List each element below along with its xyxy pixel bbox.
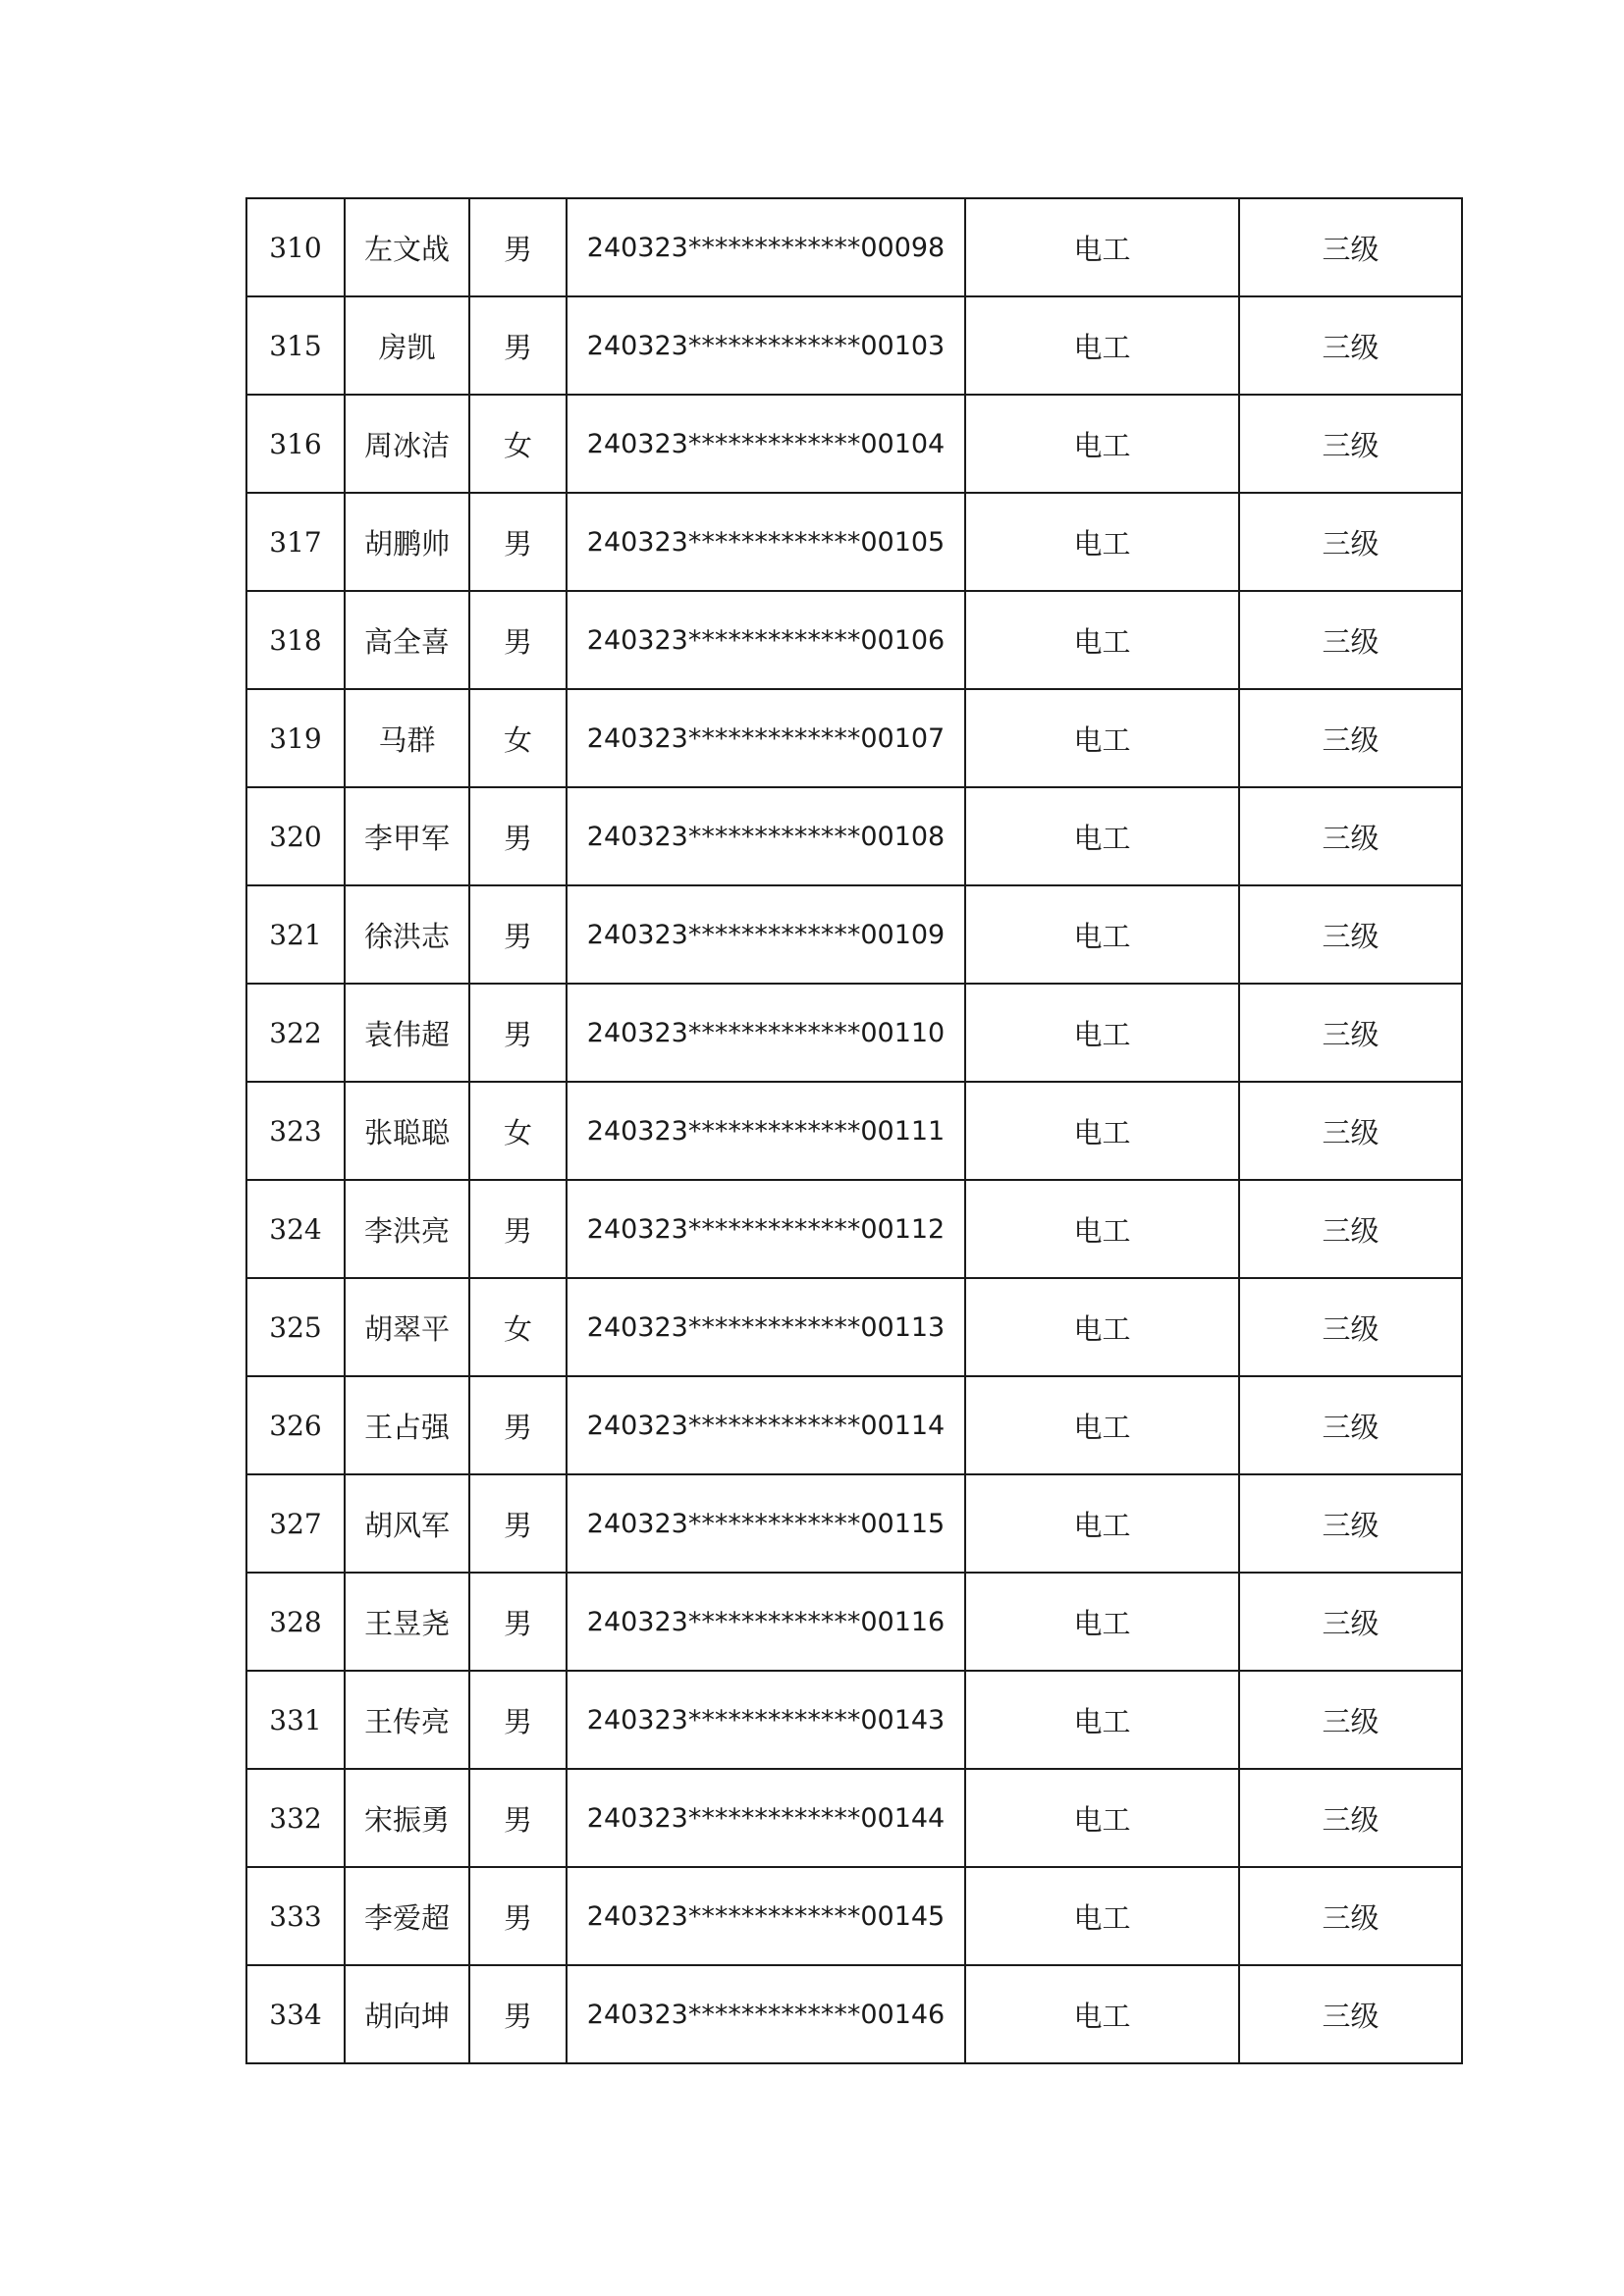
- cell-trade: 电工: [965, 1769, 1239, 1867]
- cell-number: 319: [246, 689, 345, 787]
- cell-trade: 电工: [965, 1474, 1239, 1573]
- cell-level: 三级: [1239, 1965, 1462, 2063]
- cell-gender: 女: [469, 1278, 567, 1376]
- cell-number: 326: [246, 1376, 345, 1474]
- cell-id-number: 240323*************00098: [567, 198, 965, 296]
- cell-level: 三级: [1239, 1769, 1462, 1867]
- cell-name: 左文战: [345, 198, 469, 296]
- cell-id-number: 240323*************00111: [567, 1082, 965, 1180]
- cell-id-number: 240323*************00103: [567, 296, 965, 395]
- cell-name: 马群: [345, 689, 469, 787]
- cell-level: 三级: [1239, 1671, 1462, 1769]
- cell-name: 李洪亮: [345, 1180, 469, 1278]
- cell-level: 三级: [1239, 198, 1462, 296]
- cell-number: 333: [246, 1867, 345, 1965]
- table-row: [246, 1278, 1462, 1376]
- cell-trade: 电工: [965, 395, 1239, 493]
- cell-trade: 电工: [965, 1180, 1239, 1278]
- table-row: [246, 1769, 1462, 1867]
- cell-name: 李爱超: [345, 1867, 469, 1965]
- cell-number: 324: [246, 1180, 345, 1278]
- table-row: [246, 1965, 1462, 2063]
- cell-trade: 电工: [965, 885, 1239, 984]
- cell-level: 三级: [1239, 787, 1462, 885]
- cell-number: 331: [246, 1671, 345, 1769]
- cell-level: 三级: [1239, 296, 1462, 395]
- cell-number: 315: [246, 296, 345, 395]
- cell-gender: 男: [469, 493, 567, 591]
- cell-id-number: 240323*************00109: [567, 885, 965, 984]
- cell-trade: 电工: [965, 591, 1239, 689]
- cell-id-number: 240323*************00110: [567, 984, 965, 1082]
- cell-number: 325: [246, 1278, 345, 1376]
- cell-name: 胡翠平: [345, 1278, 469, 1376]
- cell-level: 三级: [1239, 984, 1462, 1082]
- cell-level: 三级: [1239, 591, 1462, 689]
- cell-trade: 电工: [965, 1965, 1239, 2063]
- cell-id-number: 240323*************00113: [567, 1278, 965, 1376]
- cell-number: 320: [246, 787, 345, 885]
- cell-level: 三级: [1239, 1573, 1462, 1671]
- cell-trade: 电工: [965, 1671, 1239, 1769]
- cell-gender: 男: [469, 591, 567, 689]
- cell-level: 三级: [1239, 395, 1462, 493]
- cell-id-number: 240323*************00107: [567, 689, 965, 787]
- cell-gender: 男: [469, 1867, 567, 1965]
- cell-gender: 男: [469, 198, 567, 296]
- cell-id-number: 240323*************00143: [567, 1671, 965, 1769]
- cell-id-number: 240323*************00114: [567, 1376, 965, 1474]
- cell-name: 袁伟超: [345, 984, 469, 1082]
- table-row: [246, 1671, 1462, 1769]
- cell-trade: 电工: [965, 1082, 1239, 1180]
- cell-id-number: 240323*************00145: [567, 1867, 965, 1965]
- cell-gender: 男: [469, 984, 567, 1082]
- cell-gender: 男: [469, 1376, 567, 1474]
- cell-level: 三级: [1239, 1376, 1462, 1474]
- cell-number: 317: [246, 493, 345, 591]
- cell-trade: 电工: [965, 1278, 1239, 1376]
- cell-level: 三级: [1239, 689, 1462, 787]
- roster-table-body: [246, 198, 1462, 2063]
- cell-name: 王传亮: [345, 1671, 469, 1769]
- cell-gender: 女: [469, 689, 567, 787]
- cell-name: 王昱尧: [345, 1573, 469, 1671]
- cell-gender: 男: [469, 1671, 567, 1769]
- roster-table: [245, 197, 1463, 2064]
- cell-level: 三级: [1239, 493, 1462, 591]
- cell-number: 323: [246, 1082, 345, 1180]
- cell-level: 三级: [1239, 1867, 1462, 1965]
- cell-number: 310: [246, 198, 345, 296]
- cell-level: 三级: [1239, 885, 1462, 984]
- cell-gender: 男: [469, 296, 567, 395]
- cell-number: 328: [246, 1573, 345, 1671]
- cell-gender: 男: [469, 1180, 567, 1278]
- cell-id-number: 240323*************00146: [567, 1965, 965, 2063]
- cell-gender: 男: [469, 1474, 567, 1573]
- cell-id-number: 240323*************00105: [567, 493, 965, 591]
- table-row: [246, 395, 1462, 493]
- cell-id-number: 240323*************00112: [567, 1180, 965, 1278]
- cell-id-number: 240323*************00108: [567, 787, 965, 885]
- cell-id-number: 240323*************00104: [567, 395, 965, 493]
- table-row: [246, 787, 1462, 885]
- cell-gender: 男: [469, 1573, 567, 1671]
- cell-name: 胡鹏帅: [345, 493, 469, 591]
- cell-name: 高全喜: [345, 591, 469, 689]
- cell-id-number: 240323*************00116: [567, 1573, 965, 1671]
- cell-trade: 电工: [965, 689, 1239, 787]
- table-row: [246, 1573, 1462, 1671]
- cell-gender: 女: [469, 1082, 567, 1180]
- table-row: [246, 1376, 1462, 1474]
- cell-number: 334: [246, 1965, 345, 2063]
- cell-gender: 男: [469, 885, 567, 984]
- cell-number: 332: [246, 1769, 345, 1867]
- cell-id-number: 240323*************00106: [567, 591, 965, 689]
- table-row: [246, 1082, 1462, 1180]
- table-row: [246, 1867, 1462, 1965]
- cell-gender: 男: [469, 787, 567, 885]
- cell-trade: 电工: [965, 296, 1239, 395]
- cell-level: 三级: [1239, 1278, 1462, 1376]
- cell-name: 房凯: [345, 296, 469, 395]
- cell-name: 徐洪志: [345, 885, 469, 984]
- table-row: [246, 493, 1462, 591]
- cell-name: 宋振勇: [345, 1769, 469, 1867]
- cell-level: 三级: [1239, 1180, 1462, 1278]
- table-row: [246, 296, 1462, 395]
- cell-level: 三级: [1239, 1082, 1462, 1180]
- cell-number: 318: [246, 591, 345, 689]
- cell-trade: 电工: [965, 1376, 1239, 1474]
- cell-name: 李甲军: [345, 787, 469, 885]
- cell-trade: 电工: [965, 1867, 1239, 1965]
- cell-number: 322: [246, 984, 345, 1082]
- table-row: [246, 885, 1462, 984]
- table-row: [246, 689, 1462, 787]
- table-row: [246, 1180, 1462, 1278]
- cell-trade: 电工: [965, 198, 1239, 296]
- cell-trade: 电工: [965, 984, 1239, 1082]
- table-row: [246, 198, 1462, 296]
- cell-id-number: 240323*************00144: [567, 1769, 965, 1867]
- cell-trade: 电工: [965, 493, 1239, 591]
- table-row: [246, 1474, 1462, 1573]
- cell-number: 316: [246, 395, 345, 493]
- cell-name: 周冰洁: [345, 395, 469, 493]
- cell-gender: 女: [469, 395, 567, 493]
- cell-name: 张聪聪: [345, 1082, 469, 1180]
- cell-number: 327: [246, 1474, 345, 1573]
- cell-number: 321: [246, 885, 345, 984]
- table-row: [246, 984, 1462, 1082]
- table-row: [246, 591, 1462, 689]
- cell-level: 三级: [1239, 1474, 1462, 1573]
- cell-gender: 男: [469, 1769, 567, 1867]
- cell-trade: 电工: [965, 787, 1239, 885]
- cell-id-number: 240323*************00115: [567, 1474, 965, 1573]
- cell-trade: 电工: [965, 1573, 1239, 1671]
- cell-name: 胡风军: [345, 1474, 469, 1573]
- cell-gender: 男: [469, 1965, 567, 2063]
- cell-name: 王占强: [345, 1376, 469, 1474]
- cell-name: 胡向坤: [345, 1965, 469, 2063]
